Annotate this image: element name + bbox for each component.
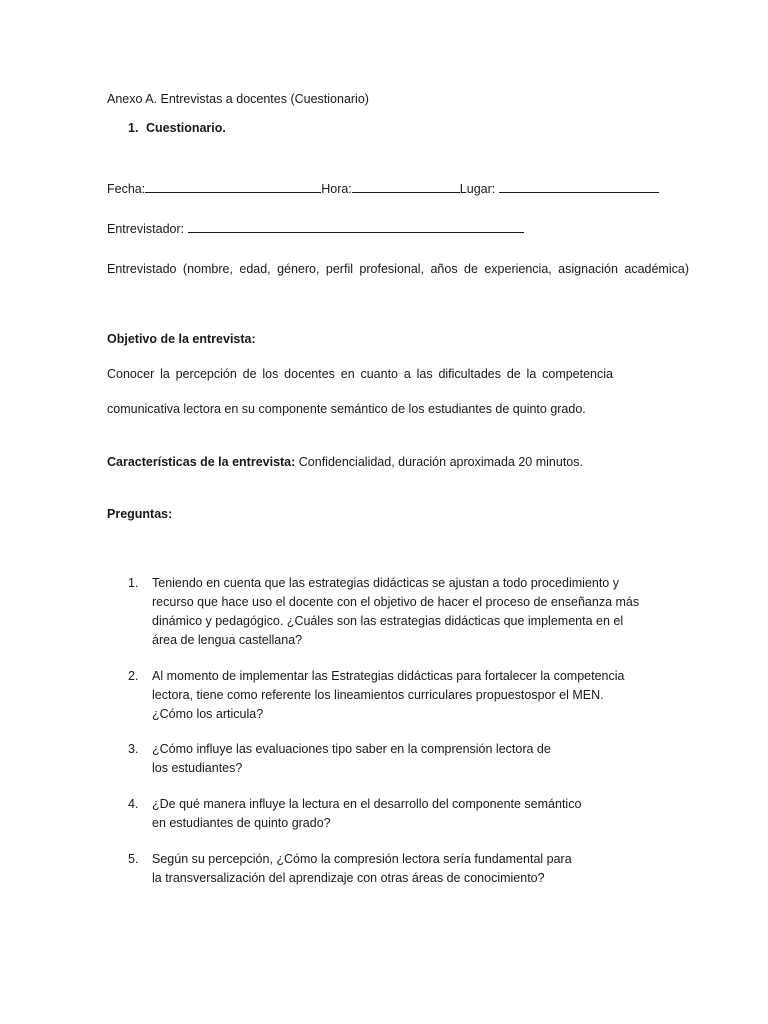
lugar-blank bbox=[499, 179, 659, 193]
question-line: en estudiantes de quinto grado? bbox=[152, 816, 331, 830]
question-line: dinámico y pedagógico. ¿Cuáles son las estrategias didácticas que implementa en el bbox=[152, 614, 624, 628]
fecha-label: Fecha: bbox=[107, 182, 146, 196]
hora-blank bbox=[352, 179, 460, 193]
question-line: ¿De qué manera influye la lectura en el desarrollo del componente semántico bbox=[152, 797, 582, 811]
characteristics-label: Características de la entrevista: bbox=[107, 455, 296, 469]
question-text bbox=[152, 850, 652, 888]
question-text bbox=[152, 740, 652, 778]
entrevistador-label: Entrevistador: bbox=[107, 222, 185, 236]
question-line: recurso que hace uso el docente con el objetivo de hacer el proceso de enseñanza más bbox=[152, 595, 640, 609]
question-line: Según su percepción, ¿Cómo la compresión lectora sería fundamental para bbox=[152, 852, 572, 866]
lugar-label: Lugar: bbox=[459, 182, 496, 196]
section-title: Cuestionario. bbox=[146, 121, 226, 135]
date-time-place-row bbox=[107, 179, 659, 199]
question-text bbox=[152, 795, 652, 833]
question-number: 2. bbox=[128, 669, 139, 683]
objective-label: Objetivo de la entrevista: bbox=[107, 332, 256, 346]
question-line: Al momento de implementar las Estrategias didácticas para fortalecer la competencia bbox=[152, 669, 625, 683]
question-line: lectora, tiene como referente los lineamientos curriculares propuestospor el MEN. bbox=[152, 688, 604, 702]
question-line: área de lengua castellana? bbox=[152, 633, 303, 647]
annex-title: Anexo A. Entrevistas a docentes (Cuestionario) bbox=[107, 92, 369, 106]
entrevistado-label: Entrevistado (nombre, edad, género, perfil profesional, años de experiencia, asignación académica) bbox=[107, 262, 689, 276]
question-number: 4. bbox=[128, 797, 139, 811]
question-line: la transversalización del aprendizaje con otras áreas de conocimiento? bbox=[152, 871, 545, 885]
objective-line-1: Conocer la percepción de los docentes en cuanto a las dificultades de la competencia bbox=[107, 367, 613, 381]
question-line: ¿Cómo influye las evaluaciones tipo saber en la comprensión lectora de bbox=[152, 742, 551, 756]
objective-line-2: comunicativa lectora en su componente semántico de los estudiantes de quinto grado. bbox=[107, 402, 586, 416]
question-text bbox=[152, 574, 652, 650]
interviewer-row bbox=[107, 219, 524, 239]
question-line: ¿Cómo los articula? bbox=[152, 707, 264, 721]
question-line: los estudiantes? bbox=[152, 761, 243, 775]
question-line: Teniendo en cuenta que las estrategias didácticas se ajustan a todo procedimiento y bbox=[152, 576, 619, 590]
section-number: 1. bbox=[128, 121, 139, 135]
question-number: 3. bbox=[128, 742, 139, 756]
characteristics-text: Confidencialidad, duración aproximada 20 minutos. bbox=[295, 455, 583, 469]
characteristics-row bbox=[107, 453, 583, 472]
question-number: 5. bbox=[128, 852, 139, 866]
questions-label: Preguntas: bbox=[107, 507, 173, 521]
entrevistador-blank bbox=[188, 219, 524, 233]
question-number: 1. bbox=[128, 576, 139, 590]
fecha-blank bbox=[145, 179, 321, 193]
hora-label: Hora: bbox=[321, 182, 352, 196]
question-text bbox=[152, 667, 652, 724]
